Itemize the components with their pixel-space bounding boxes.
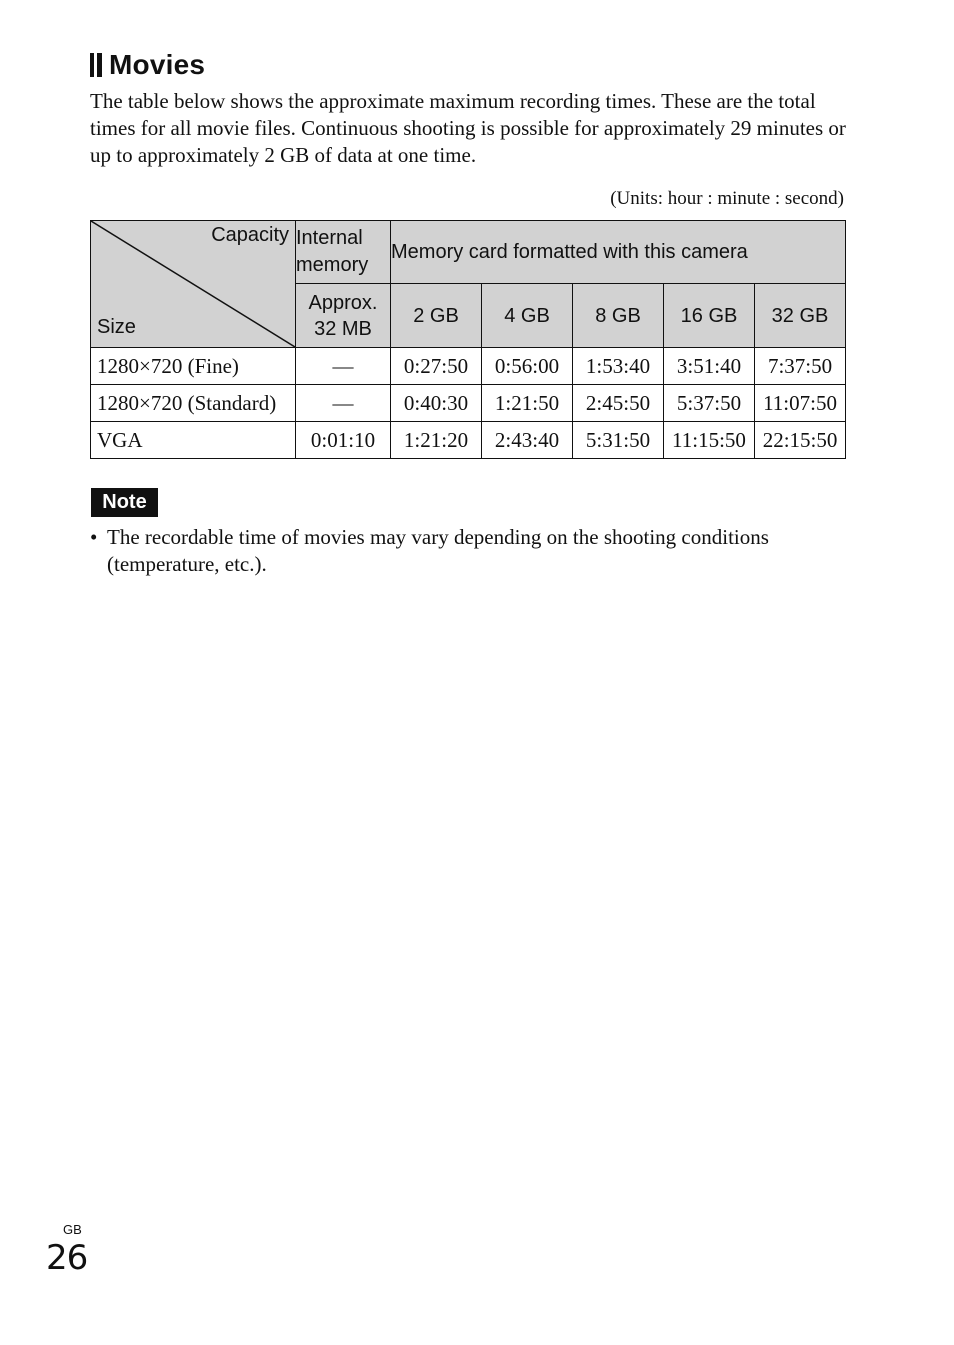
row-value-cell: 0:27:50: [391, 348, 482, 385]
row-value-cell: 2:43:40: [482, 422, 573, 459]
row-internal-cell: —: [296, 348, 391, 385]
capacity-header-32gb: 32 GB: [755, 284, 846, 348]
memory-card-header: Memory card formatted with this camera: [391, 221, 846, 284]
page-number: 26: [46, 1238, 88, 1278]
note-item: [90, 524, 850, 578]
intro-paragraph: The table below shows the approximate maximum recording times. These are the total times for all movie files. Continuous shooting is possible for approximately 29 minutes or up to approximately 2 GB of data at one time.: [90, 89, 846, 167]
row-value-cell: 1:21:20: [391, 422, 482, 459]
internal-capacity-header: Approx. 32 MB: [296, 284, 391, 348]
corner-header-cell: [91, 221, 296, 348]
row-value-cell: 11:15:50: [664, 422, 755, 459]
row-value-cell: 7:37:50: [755, 348, 846, 385]
row-value-cell: 3:51:40: [664, 348, 755, 385]
page-region-label: GB: [63, 1222, 82, 1237]
row-size-cell: VGA: [91, 422, 296, 459]
section-heading: [90, 45, 205, 85]
row-value-cell: 22:15:50: [755, 422, 846, 459]
note-label: Note: [91, 488, 158, 517]
capacity-header-8gb: 8 GB: [573, 284, 664, 348]
capacity-header-16gb: 16 GB: [664, 284, 755, 348]
corner-capacity-label: Capacity: [211, 224, 289, 246]
row-internal-cell: 0:01:10: [296, 422, 391, 459]
note-list: [90, 524, 850, 578]
internal-memory-header: Internal memory: [296, 221, 391, 284]
heading-marker-icon: [90, 53, 102, 77]
row-value-cell: 1:53:40: [573, 348, 664, 385]
capacity-header-4gb: 4 GB: [482, 284, 573, 348]
header-row-top: [91, 221, 846, 284]
row-value-cell: 2:45:50: [573, 385, 664, 422]
row-size-cell: 1280×720 (Standard): [91, 385, 296, 422]
row-value-cell: 11:07:50: [755, 385, 846, 422]
bullet-icon: •: [90, 525, 98, 549]
row-internal-cell: —: [296, 385, 391, 422]
capacity-header-2gb: 2 GB: [391, 284, 482, 348]
row-size-cell: 1280×720 (Fine): [91, 348, 296, 385]
units-note: (Units: hour : minute : second): [610, 188, 844, 209]
row-value-cell: 0:40:30: [391, 385, 482, 422]
row-value-cell: 5:37:50: [664, 385, 755, 422]
row-value-cell: 0:56:00: [482, 348, 573, 385]
section-title: Movies: [109, 49, 206, 80]
row-value-cell: 1:21:50: [482, 385, 573, 422]
table-row: [91, 348, 846, 385]
table-row: [91, 422, 846, 459]
table-row: [91, 385, 846, 422]
note-item-text: The recordable time of movies may vary depending on the shooting conditions (temperature, etc.).: [107, 525, 769, 576]
corner-size-label: Size: [97, 316, 136, 338]
row-value-cell: 5:31:50: [573, 422, 664, 459]
recording-time-table: [90, 220, 846, 459]
